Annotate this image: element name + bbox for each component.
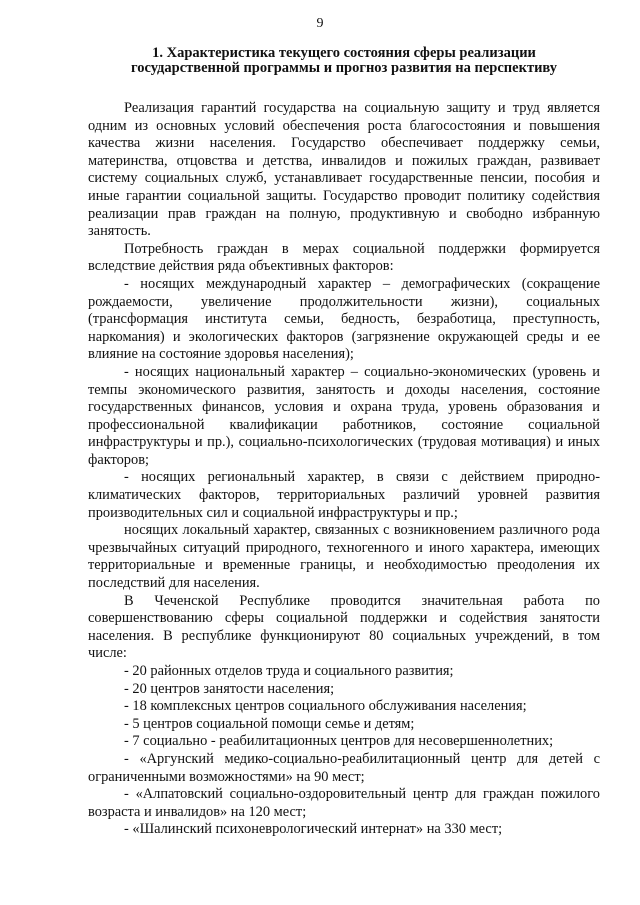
list-item-employment-centers: - 20 центров занятости населения; xyxy=(124,680,335,697)
list-item-national: - носящих национальный характер – социально-экономических (уровень и темпы экономического развития, занятость и доходы населения, состояние государственных финансов, условия и охрана труда, уровень образования и профессиональной квалификации работников, состояние социальной инфраструктуры и пр.), социально-психологических (трудовая мотивация) и иных факторов; xyxy=(88,363,600,468)
list-item-rehab-centers: - 7 социально - реабилитационных центров для несовершеннолетних; xyxy=(124,733,554,750)
list-item-shali-boarding-house: - «Шалинский психоневрологический интернат» на 330 мест; xyxy=(124,821,503,838)
list-item-family-centers: - 5 центров социальной помощи семье и детям; xyxy=(124,715,415,732)
list-item-district-departments: - 20 районных отделов труда и социального развития; xyxy=(124,663,454,679)
list-item-international: - носящих международный характер – демографических (сокращение рождаемости, увеличение продолжительности жизни), социальных (трансформация института семьи, бедность, безработица, преступность, наркомания) и экологических факторов (загрязнение окружающей среды и ее влияние на состояние здоровья населения); xyxy=(88,275,600,363)
paragraph-intro: Реализация гарантий государства на социальную защиту и труд является одним из основных условий обеспечения роста благосостояния и повышения качества жизни населения. Государство обеспечивает поддержку семьи, материнства, отцовства и детства, инвалидов и пожилых граждан, развивает систему социальных служб, устанавливает государственные пенсии, пособия и иные гарантии социальной защиты. Государство проводит политику содействия реализации прав граждан на полную, продуктивную и свободно избранную занятость. xyxy=(88,100,600,240)
list-item-regional: - носящих региональный характер, в связи с действием природно-климатических факторов, территориальных различий уровней развития производительных сил и социальной инфраструктуры и пр.; xyxy=(88,469,600,521)
section-heading xyxy=(88,46,600,76)
paragraph-chechen-republic: В Чеченской Республике проводится значительная работа по совершенствованию сферы социальной поддержки и содействия занятости населения. В республике функционируют 80 социальных учреждений, в том числе: xyxy=(88,592,600,662)
page-number: 9 xyxy=(316,16,324,31)
list-item-alpatovsky-center: - «Алпатовский социально-оздоровительный центр для граждан пожилого возраста и инвалидов» на 120 мест; xyxy=(88,786,600,820)
list-item-argun-center: - «Аргунский медико-социально-реабилитационный центр для детей с ограниченными возможностями» на 90 мест; xyxy=(88,750,600,785)
section-heading-line-1: 1. Характеристика текущего состояния сферы реализации xyxy=(152,45,536,61)
paragraph-needs: Потребность граждан в мерах социальной поддержки формируется вследствие действия ряда объективных факторов: xyxy=(88,240,600,275)
document-body xyxy=(88,100,600,839)
list-item-local: носящих локальный характер, связанных с возникновением различного рода чрезвычайных ситуаций природного, техногенного и иного характера, имеющих территориальные и временные границы, и необходимостью преодоления их последствий для населения. xyxy=(88,522,600,592)
section-heading-line-2: государственной программы и прогноз развития на перспективу xyxy=(130,60,558,76)
list-item-complex-centers: - 18 комплексных центров социального обслуживания населения; xyxy=(124,698,527,715)
